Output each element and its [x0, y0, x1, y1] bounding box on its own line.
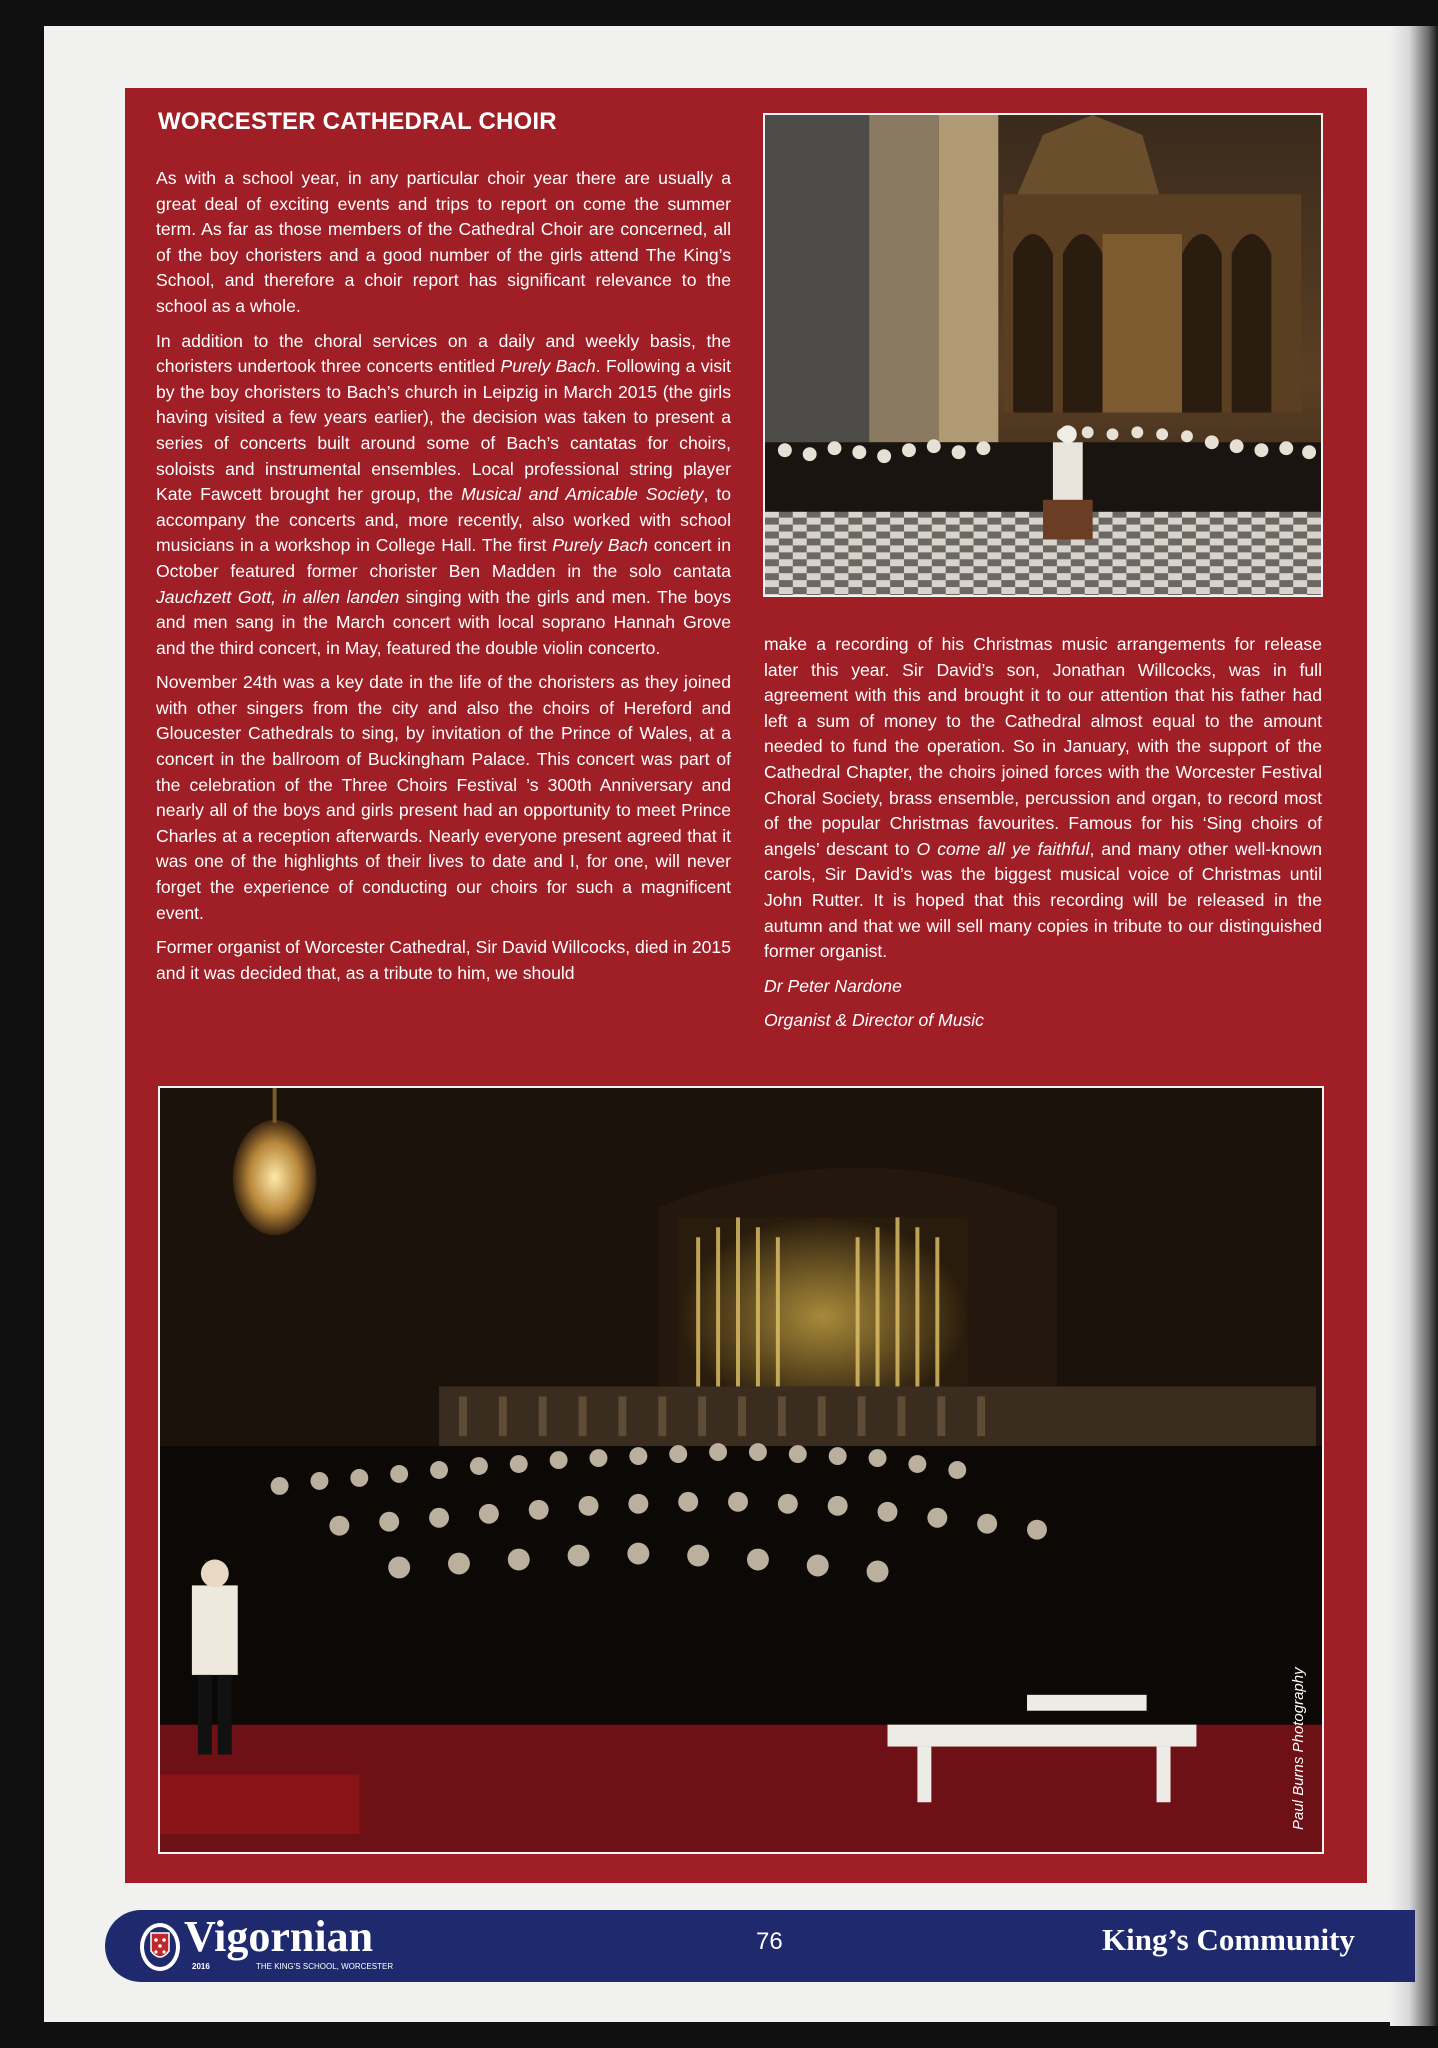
paragraph-1: As with a school year, in any particular choir year there are usually a great deal of exciting events and trips to report on come the summer term. As far as those members of the Cathedral Choir are concerned, all of the boy choristers and a good number of the girls attend The King’s School, and therefore a choir report has significant relevance to the school as a whole.: [156, 168, 731, 316]
photo-credit: Paul Burns Photography: [1290, 1667, 1307, 1830]
section-name: King’s Community: [1102, 1922, 1355, 1957]
logo-year: 2016: [192, 1962, 210, 1971]
ballroom-concert-photo: [158, 1086, 1324, 1854]
page-curl-shadow: [1390, 26, 1438, 2026]
paragraph-3: November 24th was a key date in the life of the choristers as they joined with other singers from the city and also the choirs of Hereford and Gloucester Cathedrals to sing, by invitation of the Prince of Wales, at a concert in the ballroom of Buckingham Palace. This concert was part of the celebration of the Three Choirs Festival ’s 300th Anniversary and nearly all of the boys and girls present had an opportunity to meet Prince Charles at a reception afterwards. Nearly everyone present agreed that it was one of the highlights of their lives to date and I, for one, will never forget the experience of conducting our choirs for such a magnificent event.: [156, 672, 731, 923]
paragraph-5: make a recording of his Christmas music arrangements for release later this year. Sir David’s son, Jonathan Willcocks, was in full agreement with this and brought it to our attention that his father had left a sum of money to the Cathedral almost equal to the amount needed to fund the operation. So in January, with the support of the Cathedral Chapter, the choirs joined forces with the Worcester Festival Choral Society, brass ensemble, percussion and organ, to record most of the popular Christmas favourites. Famous for his ‘Sing choirs of angels’ descant to O come all ye faithful, and many other well-known carols, Sir David’s was the biggest musical voice of Christmas until John Rutter. It is hoped that this recording will be released in the autumn and that we will sell many copies in tribute to our distinguished former organist.: [764, 634, 1322, 962]
author-role: Organist & Director of Music: [764, 1010, 984, 1031]
logo-school-name: THE KING'S SCHOOL, WORCESTER: [256, 1962, 394, 1971]
article-title: WORCESTER CATHEDRAL CHOIR: [158, 108, 557, 135]
author-name: Dr Peter Nardone: [764, 975, 902, 996]
cathedral-choir-photo: [763, 113, 1323, 597]
article-column-left: [156, 166, 731, 995]
article-column-right: [764, 632, 1322, 1043]
magazine-logo: Vigornian: [184, 1912, 374, 1961]
paragraph-2: In addition to the choral services on a daily and weekly basis, the choristers undertook three concerts entitled Purely Bach. Following a visit by the boy choristers to Bach’s church in Leipzig in March 2015 (the girls having visited a few years earlier), the decision was taken to present a series of concerts built around some of Bach’s cantatas for choirs, soloists and instrumental ensembles. Local professional string player Kate Fawcett brought her group, the Musical and Amicable Society, to accompany the concerts and, more recently, also worked with school musicians in a workshop in College Hall. The first Purely Bach concert in October featured former chorister Ben Madden in the solo cantata Jauchzett Gott, in allen landen singing with the girls and men. The boys and men sang in the March concert with local soprano Hannah Grove and the third concert, in May, featured the double violin concerto.: [156, 330, 732, 658]
page-number: 76: [756, 1928, 783, 1955]
paragraph-4: Former organist of Worcester Cathedral, Sir David Willcocks, died in 2015 and it was decided that, as a tribute to him, we should: [156, 937, 731, 983]
school-crest-icon: [138, 1921, 182, 1973]
